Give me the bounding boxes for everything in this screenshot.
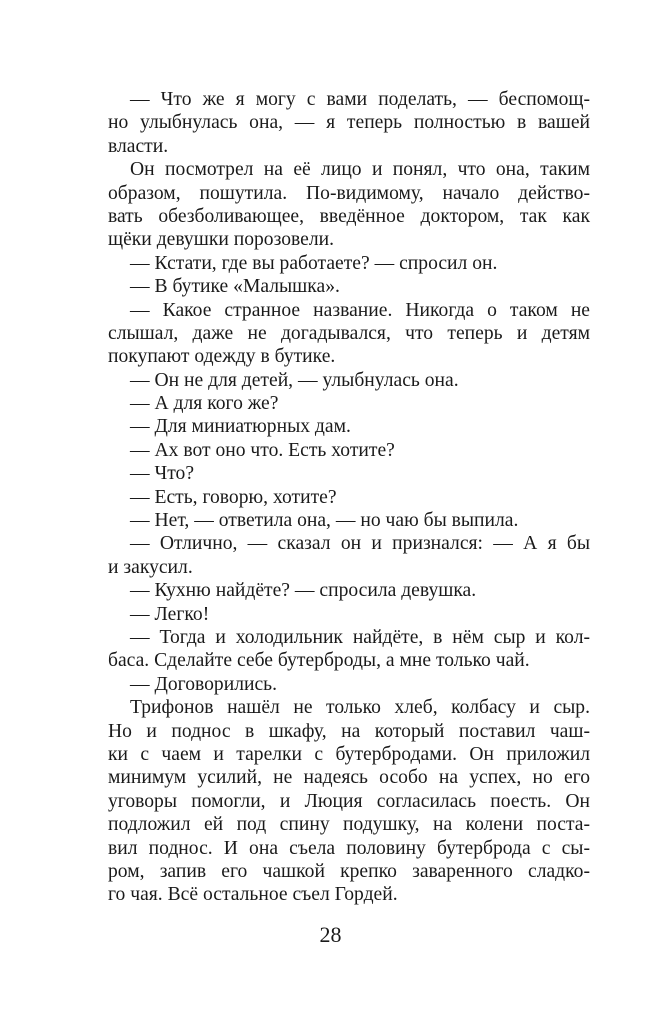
text-line: — Какое странное название. Никогда о таком не — [130, 299, 590, 321]
text-line: образом, пошутила. По-видимому, начало действо- — [108, 182, 590, 204]
text-line: слышал, даже не догадывался, что теперь и детям — [108, 322, 590, 344]
text-line: — Есть, говорю, хотите? — [130, 486, 337, 508]
text-line: — Что же я могу с вами поделать, — беспомощ- — [130, 89, 590, 110]
text-line: Он посмотрел на её лицо и понял, что она, таким — [130, 159, 590, 181]
text-line: Трифонов нашёл не только хлеб, колбасу и сыр. — [130, 697, 590, 719]
text-line: — В бутике «Малышка». — [130, 276, 340, 298]
text-line: покупают одежду в бутике. — [108, 346, 336, 368]
text-line: вать обезболивающее, введённое доктором, так как — [108, 205, 590, 227]
text-line: — А для кого же? — [130, 393, 279, 415]
text-line: — Кстати, где вы работаете? — спросил он. — [130, 252, 498, 274]
text-line: — Нет, — ответила она, — но чаю бы выпила. — [130, 510, 519, 532]
text-line: вил поднос. И она съела половину бутерброда с сы- — [108, 837, 590, 859]
text-line: баса. Сделайте себе бутерброды, а мне только чай. — [108, 650, 530, 672]
text-line: но улыбнулась она, — я теперь полностью в вашей — [108, 112, 590, 134]
text-line: — Ах вот оно что. Есть хотите? — [130, 439, 395, 461]
text-line: — Кухню найдёте? — спросила девушка. — [130, 580, 477, 602]
text-line: минимум усилий, не надеясь особо на успех, но его — [108, 767, 590, 789]
text-line: подложил ей под спину подушку, на колени поста- — [108, 814, 590, 836]
text-line: — Договорились. — [130, 673, 277, 695]
text-line: — Легко! — [130, 603, 210, 625]
text-line: — Что? — [130, 463, 195, 485]
body-text — [108, 88, 590, 907]
text-line: Но и поднос в шкафу, на который поставил чаш- — [108, 720, 590, 742]
page-number: 28 — [319, 922, 342, 947]
text-line: — Тогда и холодильник найдёте, в нём сыр и кол- — [130, 626, 590, 648]
text-line: уговоры помогли, и Люция согласилась поесть. Он — [108, 790, 590, 812]
text-line: — Отлично, — сказал он и признался: — А я бы — [130, 533, 590, 555]
text-line: — Он не для детей, — улыбнулась она. — [130, 369, 459, 391]
text-line: ром, запив его чашкой крепко заваренного сладко- — [108, 860, 590, 882]
text-line: и закусил. — [108, 556, 193, 578]
text-line: щёки девушки порозовели. — [108, 229, 335, 251]
text-line: ки с чаем и тарелки с бутербродами. Он приложил — [108, 743, 590, 765]
text-line: власти. — [108, 135, 169, 157]
text-line: го чая. Всё остальное съел Гордей. — [108, 884, 398, 906]
text-line: — Для миниатюрных дам. — [130, 416, 351, 438]
